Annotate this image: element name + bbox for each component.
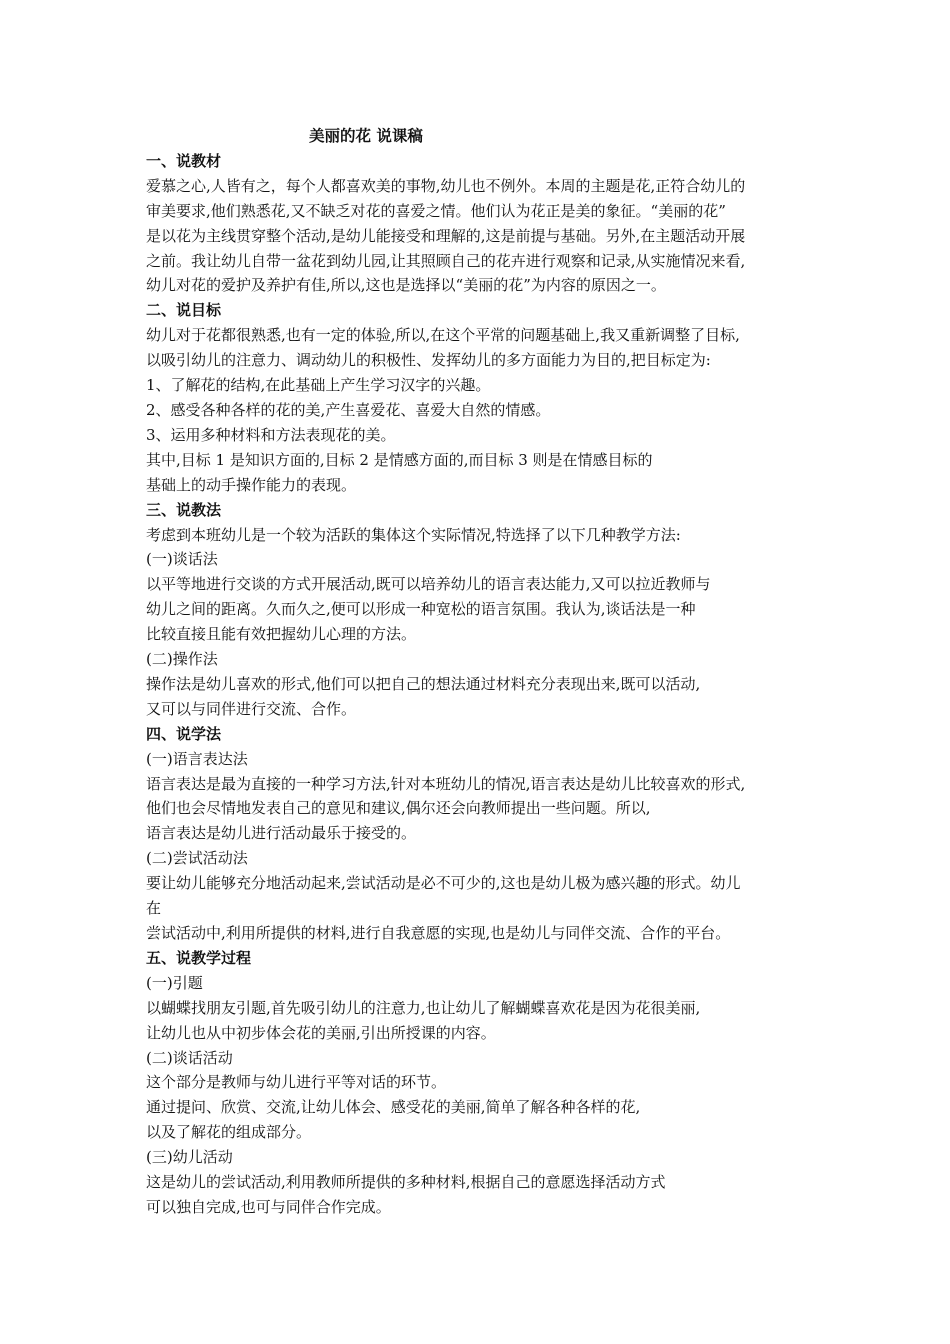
paragraph-line: 3、运用多种材料和方法表现花的美。 [146,425,396,444]
document-body [146,124,836,1220]
paragraph-line: (一)谈话法 [146,550,218,569]
paragraph-line: 语言表达是幼儿进行活动最乐于接受的。 [146,824,417,843]
paragraph-line: 幼儿之间的距离。久而久之,便可以形成一种宽松的语言氛围。我认为,谈话法是一种 [146,600,696,619]
paragraph-line: (一)引题 [146,973,203,992]
paragraph-line: 1、了解花的结构,在此基础上产生学习汉字的兴趣。 [146,376,491,395]
paragraph-line: 以平等地进行交谈的方式开展活动,既可以培养幼儿的语言表达能力,又可以拉近教师与 [146,575,711,594]
paragraph-line: 审美要求,他们熟悉花,又不缺乏对花的喜爱之情。他们认为花正是美的象征。“美丽的花” [146,201,726,220]
paragraph-line: 幼儿对花的爱护及养护有佳,所以,这也是选择以“美丽的花”为内容的原因之一。 [146,276,666,295]
paragraph-line: 比较直接且能有效把握幼儿心理的方法。 [146,625,417,644]
paragraph-line: (三)幼儿活动 [146,1148,233,1167]
paragraph-line: 让幼儿也从中初步体会花的美丽,引出所授课的内容。 [146,1023,496,1042]
paragraph-line: 在 [146,899,162,918]
paragraph-line: 其中,目标 1 是知识方面的,目标 2 是情感方面的,而目标 3 则是在情感目标的 [146,450,653,469]
paragraph-line: 可以独自完成,也可与同伴合作完成。 [146,1197,391,1216]
paragraph-line: 他们也会尽情地发表自己的意见和建议,偶尔还会向教师提出一些问题。所以, [146,799,651,818]
paragraph-line: (一)语言表达法 [146,749,248,768]
paragraph-line: 通过提问、欣赏、交流,让幼儿体会、感受花的美丽,简单了解各种各样的花, [146,1098,641,1117]
paragraph-line: 尝试活动中,利用所提供的材料,进行自我意愿的实现,也是幼儿与同伴交流、合作的平台。 [146,924,731,942]
paragraph-line: 考虑到本班幼儿是一个较为活跃的集体这个实际情况,特选择了以下几种教学方法: [146,525,681,544]
paragraph-line: 以及了解花的组成部分。 [146,1123,312,1142]
paragraph-line: 又可以与同伴进行交流、合作。 [146,699,357,718]
paragraph-line: 要让幼儿能够充分地活动起来,尝试活动是必不可少的,这也是幼儿极为感兴趣的形式。幼儿 [146,874,741,893]
paragraph-line: 是以花为主线贯穿整个活动,是幼儿能接受和理解的,这是前提与基础。另外,在主题活动开展 [146,226,746,245]
paragraph-line: (二)尝试活动法 [146,849,248,868]
document-title: 美丽的花 说课稿 [309,127,423,145]
paragraph-line: (二)操作法 [146,650,218,669]
paragraph-line: 之前。我让幼儿自带一盆花到幼儿园,让其照顾自己的花卉进行观察和记录,从实施情况来看, [146,251,746,270]
paragraph-line: 2、感受各种各样的花的美,产生喜爱花、喜爱大自然的情感。 [146,400,551,419]
paragraph-line: 操作法是幼儿喜欢的形式,他们可以把自己的想法通过材料充分表现出来,既可以活动, [146,674,701,693]
paragraph-line: 幼儿对于花都很熟悉,也有一定的体验,所以,在这个平常的问题基础上,我又重新调整了目标, [146,326,740,345]
section-heading: 三、说教法 [146,500,222,519]
paragraph-line: (二)谈话活动 [146,1048,233,1067]
paragraph-line: 这是幼儿的尝试活动,利用教师所提供的多种材料,根据自己的意愿选择活动方式 [146,1173,666,1192]
section-heading: 四、说学法 [146,724,222,743]
paragraph-line: 以蝴蝶找朋友引题,首先吸引幼儿的注意力,也让幼儿了解蝴蝶喜欢花是因为花很美丽, [146,998,701,1017]
section-heading: 一、说教材 [146,151,222,170]
paragraph-line: 基础上的动手操作能力的表现。 [146,475,357,494]
paragraph-line: 语言表达是最为直接的一种学习方法,针对本班幼儿的情况,语言表达是幼儿比较喜欢的形式, [146,774,746,793]
paragraph-line: 爱慕之心,人皆有之，每个人都喜欢美的事物,幼儿也不例外。本周的主题是花,正符合幼儿的 [146,176,746,195]
paragraph-line: 这个部分是教师与幼儿进行平等对话的环节。 [146,1073,447,1092]
section-heading: 五、说教学过程 [146,948,252,967]
paragraph-line: 以吸引幼儿的注意力、调动幼儿的积极性、发挥幼儿的多方面能力为目的,把目标定为: [146,351,711,370]
section-heading: 二、说目标 [146,301,222,320]
